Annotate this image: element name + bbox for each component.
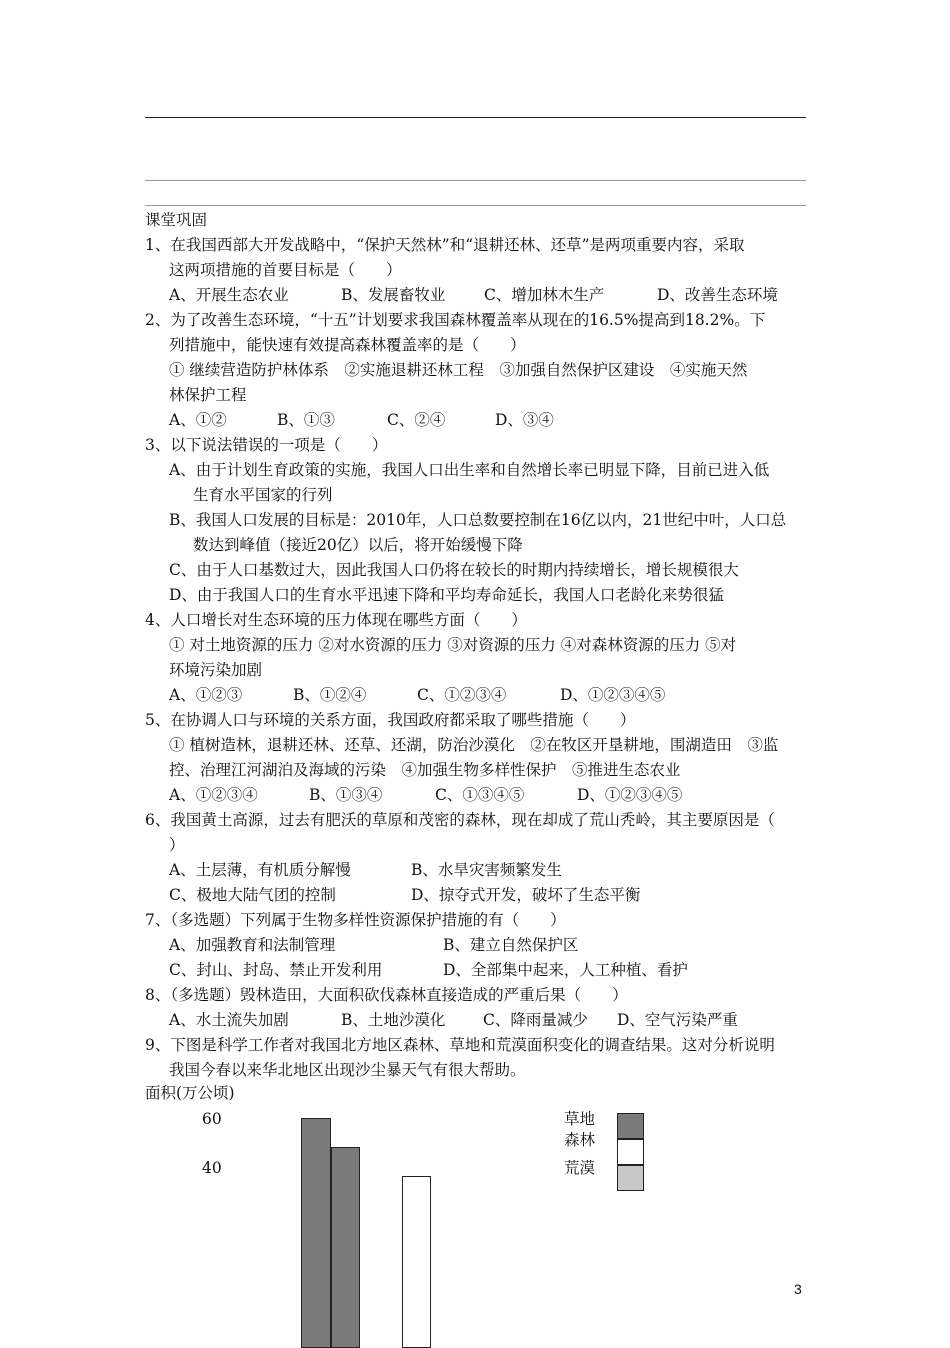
q8-option-d: D、空气污染严重 — [617, 1011, 738, 1029]
q7-option-c: C、封山、封岛、禁止开发利用 — [169, 961, 383, 979]
q7-options-row-1 — [145, 933, 810, 958]
q2-stem-3: ① 继续营造防护林体系 ②实施退耕还林工程 ③加强自然保护区建设 ④实施天然 — [169, 361, 748, 379]
legend-swatch-desert — [617, 1165, 644, 1191]
chart-bar-grassland-1 — [301, 1118, 331, 1348]
q5-option-c: C、①③④⑤ — [435, 786, 525, 804]
q4-option-b: B、①②④ — [293, 686, 367, 704]
q3-option-c: C、由于人口基数过大，因此我国人口仍将在较长的时期内持续增长，增长规模很大 — [169, 561, 739, 579]
blank-answer-line-2 — [145, 205, 806, 206]
q5-stem-1: 5、在协调人口与环境的关系方面，我国政府都采取了哪些措施（ ） — [145, 711, 636, 729]
q2-option-b: B、①③ — [277, 411, 335, 429]
q6-option-b: B、水旱灾害频繁发生 — [411, 861, 562, 879]
q2-options — [145, 408, 810, 433]
q8-stem: 8、（多选题）毁林造田，大面积砍伐森林直接造成的严重后果（ ） — [145, 986, 628, 1004]
q8-option-a: A、水土流失加剧 — [169, 1011, 289, 1029]
q4-option-d: D、①②③④⑤ — [560, 686, 666, 704]
q5-option-a: A、①②③④ — [169, 786, 258, 804]
q1-stem-2: 这两项措施的首要目标是（ ） — [169, 261, 402, 279]
q6-stem-2: ） — [169, 836, 185, 854]
legend-label-desert: 荒漠 — [564, 1159, 596, 1177]
q3-stem: 3、以下说法错误的一项是（ ） — [145, 436, 388, 454]
q5-options — [145, 783, 810, 808]
q7-option-d: D、全部集中起来，人工种植、看护 — [443, 961, 688, 979]
q8-option-b: B、土地沙漠化 — [341, 1011, 446, 1029]
q6-option-c: C、极地大陆气团的控制 — [169, 886, 336, 904]
q1-stem-1: 1、在我国西部大开发战略中，“保护天然林”和“退耕还林、还草”是两项重要内容，采取 — [145, 236, 745, 254]
q7-option-a: A、加强教育和法制管理 — [169, 936, 336, 954]
exercise-content — [145, 208, 810, 1083]
q4-stem-2: ① 对土地资源的压力 ②对水资源的压力 ③对资源的压力 ④对森林资源的压力 ⑤对 — [169, 636, 737, 654]
q6-options-row-2 — [145, 883, 810, 908]
q2-stem-4: 林保护工程 — [169, 386, 247, 404]
q6-option-d: D、掠夺式开发，破坏了生态平衡 — [411, 886, 641, 904]
q3-option-a-1: A、由于计划生育政策的实施，我国人口出生率和自然增长率已明显下降，目前已进入低 — [169, 461, 770, 479]
q7-option-b: B、建立自然保护区 — [443, 936, 579, 954]
q3-option-a-2: 生育水平国家的行列 — [193, 486, 333, 504]
chart-bar-forest-1 — [402, 1176, 431, 1348]
q4-option-c: C、①②③④ — [417, 686, 507, 704]
q3-option-d: D、由于我国人口的生育水平迅速下降和平均寿命延长，我国人口老龄化来势很猛 — [169, 586, 724, 604]
q1-option-a: A、开展生态农业 — [169, 286, 289, 304]
section-title: 课堂巩固 — [145, 211, 208, 229]
q9-stem-2: 我国今春以来华北地区出现沙尘暴天气有很大帮助。 — [169, 1061, 526, 1079]
q5-stem-2: ① 植树造林，退耕还林、还草、还湖，防治沙漠化 ②在牧区开垦耕地，围湖造田 ③监 — [169, 736, 779, 754]
q4-option-a: A、①②③ — [169, 686, 243, 704]
q3-option-b-2: 数达到峰值（接近20亿）以后，将开始缓慢下降 — [193, 536, 523, 554]
chart-tick-label: 60 — [202, 1110, 222, 1128]
q4-stem-1: 4、人口增长对生态环境的压力体现在哪些方面（ ） — [145, 611, 527, 629]
q1-options — [145, 283, 810, 308]
q3-option-b-1: B、我国人口发展的目标是：2010年，人口总数要控制在16亿以内，21世纪中叶，人口总 — [169, 511, 787, 529]
q6-stem-1: 6、我国黄土高源，过去有肥沃的草原和茂密的森林，现在却成了荒山秃岭，其主要原因是（ — [145, 811, 775, 829]
q1-option-c: C、增加林木生产 — [484, 286, 605, 304]
q8-options — [145, 1008, 810, 1033]
q2-option-a: A、①② — [169, 411, 227, 429]
legend-swatch-grassland — [617, 1113, 644, 1139]
q1-option-b: B、发展畜牧业 — [341, 286, 446, 304]
q2-option-d: D、③④ — [495, 411, 554, 429]
q2-stem-1: 2、为了改善生态环境，“十五”计划要求我国森林覆盖率从现在的16.5%提高到18.2%。下 — [145, 311, 766, 329]
q7-stem: 7、（多选题）下列属于生物多样性资源保护措施的有（ ） — [145, 911, 566, 929]
chart-bar-grassland-2 — [331, 1147, 360, 1348]
legend-label-forest: 森林 — [564, 1131, 596, 1149]
q5-stem-3: 控、治理江河湖泊及海域的污染 ④加强生物多样性保护 ⑤推进生态农业 — [169, 761, 681, 779]
q8-option-c: C、降雨量减少 — [483, 1011, 588, 1029]
blank-answer-line-1 — [145, 180, 806, 181]
q5-option-d: D、①②③④⑤ — [577, 786, 683, 804]
q4-stem-3: 环境污染加剧 — [169, 661, 263, 679]
chart-y-axis-label: 面积(万公顷) — [145, 1084, 235, 1102]
q2-stem-2: 列措施中，能快速有效提高森林覆盖率的是（ ） — [169, 336, 526, 354]
legend-label-grassland: 草地 — [564, 1110, 596, 1128]
q9-stem-1: 9、下图是科学工作者对我国北方地区森林、草地和荒漠面积变化的调查结果。这对分析说明 — [145, 1036, 775, 1054]
header-rule — [145, 117, 806, 118]
legend-swatch-forest — [617, 1139, 644, 1165]
q6-options-row-1 — [145, 858, 810, 883]
q5-option-b: B、①③④ — [309, 786, 383, 804]
q2-option-c: C、②④ — [387, 411, 446, 429]
q6-option-a: A、土层薄，有机质分解慢 — [169, 861, 351, 879]
q4-options — [145, 683, 810, 708]
q7-options-row-2 — [145, 958, 810, 983]
q1-option-d: D、改善生态环境 — [657, 286, 778, 304]
page-number: 3 — [794, 1281, 802, 1297]
chart-tick-label: 40 — [202, 1159, 222, 1177]
